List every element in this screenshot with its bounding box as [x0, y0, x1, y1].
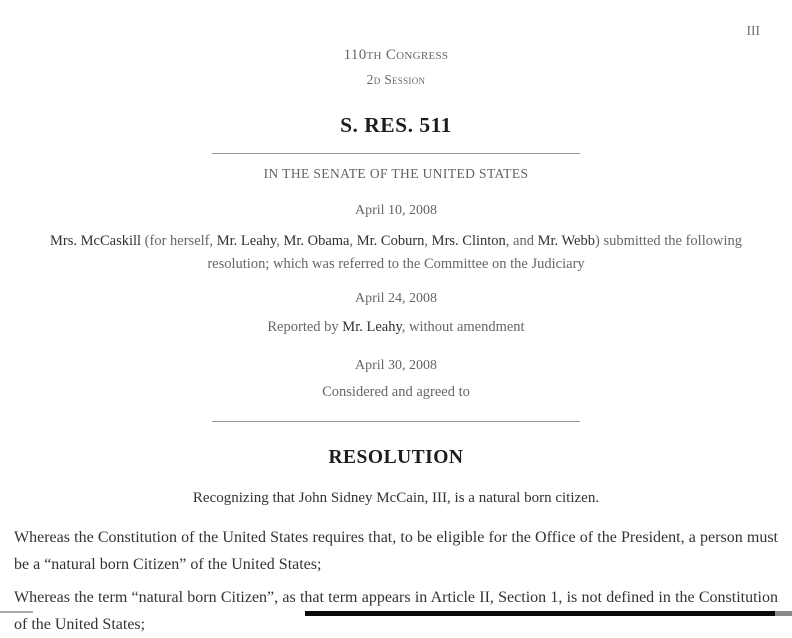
measure-number: S. RES. 511	[340, 113, 452, 137]
sponsor-name: Mr. Obama	[283, 233, 350, 249]
sponsor-name: Mr. Leahy	[216, 233, 277, 249]
whereas-clause: Whereas the Constitution of the United States requires that, to be eligible for the Office of the President, a person must be a “natural born Citizen” of the United States;	[14, 529, 778, 573]
sponsor-text: (for herself,	[141, 233, 217, 249]
header-divider	[212, 153, 580, 154]
page-folio: III	[746, 23, 760, 38]
sponsor-text: ,	[349, 233, 357, 249]
sponsor-name: Mr. Coburn	[356, 233, 425, 249]
reported-text: Reported by	[267, 319, 343, 335]
action-date-reported: April 24, 2008	[354, 291, 438, 306]
sponsor-paragraph	[30, 230, 762, 276]
resolution-title: RESOLUTION	[328, 447, 464, 468]
window-edge-bottom	[305, 611, 775, 616]
congress-line: 110th Congress	[343, 47, 449, 63]
sponsor-text: ,	[276, 233, 284, 249]
action-date-introduced: April 10, 2008	[354, 203, 438, 218]
preamble	[0, 524, 792, 638]
session-line: 2d Session	[366, 72, 426, 87]
sponsor-text: , and	[505, 233, 538, 249]
reporter-name: Mr. Leahy	[342, 319, 402, 335]
chamber-line: IN THE SENATE OF THE UNITED STATES	[263, 166, 529, 181]
measure-header	[0, 0, 792, 138]
sponsor-name: Mrs. McCaskill	[50, 233, 142, 249]
reported-text: , without amendment	[401, 319, 525, 335]
window-edge-left	[0, 611, 33, 613]
window-edge-corner	[775, 611, 792, 616]
whereas-clause: Whereas the term “natural born Citizen”, as that term appears in Article II, Section 1, is not defined in the Constitution of the United States;	[14, 589, 778, 633]
sponsor-name: Mrs. Clinton	[431, 233, 506, 249]
agreed-line: Considered and agreed to	[322, 384, 470, 400]
sponsor-name: Mr. Webb	[537, 233, 595, 249]
resolution-divider	[212, 421, 580, 422]
sponsor-text: ) submitted the following resolution; which was referred to the Committee on the Judiciary	[207, 233, 742, 272]
sponsor-text: ,	[424, 233, 432, 249]
official-title: Recognizing that John Sidney McCain, III, is a natural born citizen.	[192, 490, 600, 506]
reported-line	[0, 319, 792, 336]
action-date-agreed: April 30, 2008	[354, 358, 438, 373]
